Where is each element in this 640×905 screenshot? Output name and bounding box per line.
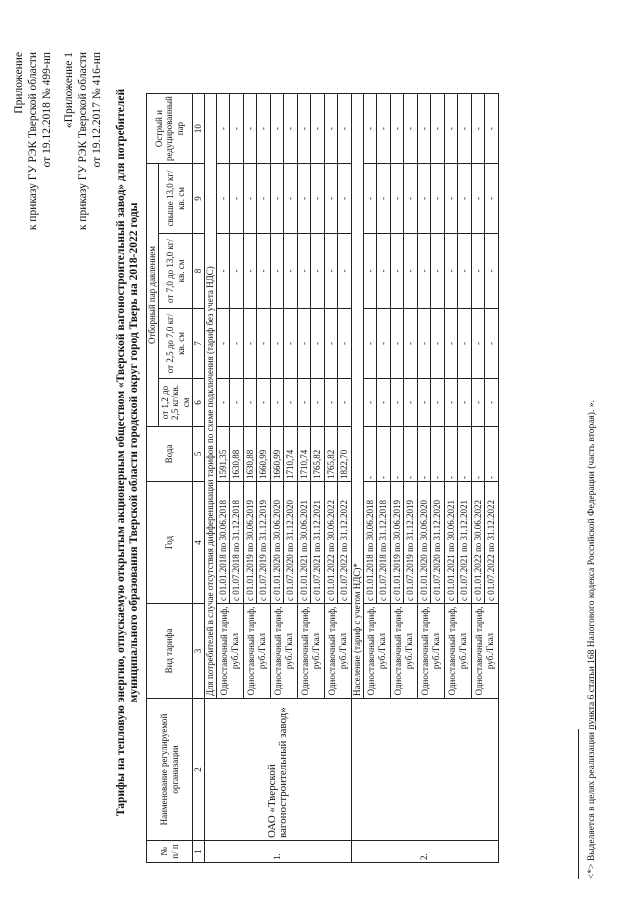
water-value: - [471, 427, 485, 482]
steam-value: - [338, 379, 352, 427]
tariff-type: Одноставочный тариф, руб./Гкал [363, 604, 390, 699]
header-tariff-type: Вид тарифа [147, 604, 193, 699]
steam-value: - [270, 379, 284, 427]
steam-value: - [471, 94, 485, 164]
header-line: к приказу ГУ РЭК Тверской области [27, 52, 39, 231]
document-title [115, 0, 141, 905]
tariff-type: Одноставочный тариф, руб./Гкал [216, 604, 243, 699]
tax-code-reference: пункта 6 статьи 168 [587, 649, 597, 730]
water-value: 1660,99 [270, 427, 284, 482]
order-header [12, 52, 54, 230]
steam-value: - [311, 94, 325, 164]
steam-value: - [311, 379, 325, 427]
section-title: Население (тариф с учетом НДС)* [351, 94, 363, 699]
water-value: 1660,99 [257, 427, 271, 482]
footnote: <*> Выделяется в целях реализации пункта 6 статьи 168 Налогового кодекса Российской Федерации (часть вторая). ». [587, 400, 597, 879]
steam-value: - [471, 164, 485, 234]
steam-value: - [324, 309, 338, 379]
header-steam-2: от 2,5 до 7,0 кг/кв. см [159, 309, 193, 379]
steam-value: - [284, 379, 298, 427]
column-number: 8 [193, 234, 205, 309]
steam-value: - [377, 94, 391, 164]
steam-value: - [431, 309, 445, 379]
period: с 01.07.2020 по 31.12.2020 [431, 482, 445, 604]
header-line: от 19.12.2018 № 499-нп [41, 52, 53, 168]
steam-value: - [363, 164, 377, 234]
title-line: Тарифы на тепловую энергию, отпускаемую открытым акционерным обществом «Тверской вагоностроительный завод» для потребителей [115, 88, 127, 817]
steam-value: - [485, 94, 499, 164]
steam-value: - [311, 164, 325, 234]
water-value: - [390, 427, 404, 482]
steam-value: - [324, 379, 338, 427]
period: с 01.01.2019 по 30.06.2019 [243, 482, 257, 604]
steam-value: - [311, 309, 325, 379]
steam-value: - [257, 379, 271, 427]
period: с 01.07.2020 по 31.12.2020 [284, 482, 298, 604]
steam-value: - [404, 379, 418, 427]
period: с 01.07.2021 по 31.12.2021 [311, 482, 325, 604]
steam-value: - [404, 164, 418, 234]
column-number: 10 [193, 94, 205, 164]
steam-value: - [338, 94, 352, 164]
column-number: 2 [193, 699, 205, 841]
tariff-table [146, 93, 499, 863]
header-org: Наименование регулируемой организации [147, 699, 193, 841]
header-line: к приказу ГУ РЭК Тверской области [77, 52, 89, 231]
organization-name: ОАО «Тверской вагоностроительный завод» [204, 699, 351, 841]
steam-value: - [404, 234, 418, 309]
steam-value: - [431, 234, 445, 309]
steam-value: - [243, 164, 257, 234]
steam-value: - [324, 94, 338, 164]
appendix-header [62, 52, 104, 230]
water-value: 1710,74 [284, 427, 298, 482]
steam-value: - [390, 94, 404, 164]
period: с 01.07.2018 по 31.12.2018 [230, 482, 244, 604]
steam-value: - [338, 234, 352, 309]
steam-value: - [311, 234, 325, 309]
water-value: 1630,88 [243, 427, 257, 482]
period: с 01.01.2022 по 30.06.2022 [324, 482, 338, 604]
water-value: - [458, 427, 472, 482]
steam-value: - [377, 234, 391, 309]
steam-value: - [257, 309, 271, 379]
section-number: 2. [351, 841, 498, 863]
tariff-type: Одноставочный тариф, руб./Гкал [390, 604, 417, 699]
steam-value: - [377, 164, 391, 234]
steam-value: - [270, 164, 284, 234]
steam-value: - [444, 309, 458, 379]
steam-value: - [284, 164, 298, 234]
header-line: от 19.12.2017 № 416-нп [91, 52, 103, 168]
steam-value: - [363, 234, 377, 309]
steam-value: - [417, 309, 431, 379]
header-water: Вода [147, 427, 193, 482]
steam-value: - [243, 94, 257, 164]
water-value: 1765,82 [311, 427, 325, 482]
steam-value: - [243, 309, 257, 379]
steam-value: - [257, 94, 271, 164]
steam-value: - [230, 94, 244, 164]
steam-value: - [431, 379, 445, 427]
period: с 01.01.2018 по 30.06.2018 [216, 482, 230, 604]
header-steam-3: от 7,0 до 13,0 кг/кв. см [159, 234, 193, 309]
period: с 01.01.2019 по 30.06.2019 [390, 482, 404, 604]
column-number: 3 [193, 604, 205, 699]
water-value: 1710,74 [297, 427, 311, 482]
steam-value: - [390, 164, 404, 234]
steam-value: - [243, 379, 257, 427]
header-sharp-steam: Острый и редуцированный пар [147, 94, 193, 164]
water-value: - [417, 427, 431, 482]
tariff-type: Одноставочный тариф, руб./Гкал [417, 604, 444, 699]
steam-value: - [216, 379, 230, 427]
steam-value: - [471, 234, 485, 309]
steam-value: - [243, 234, 257, 309]
steam-value: - [216, 94, 230, 164]
steam-value: - [257, 164, 271, 234]
water-value: 1822,70 [338, 427, 352, 482]
steam-value: - [471, 309, 485, 379]
period: с 01.07.2019 по 31.12.2019 [257, 482, 271, 604]
column-number: 4 [193, 482, 205, 604]
steam-value: - [338, 164, 352, 234]
period: с 01.01.2018 по 30.06.2018 [363, 482, 377, 604]
steam-value: - [431, 94, 445, 164]
section-number: 1. [204, 841, 351, 863]
steam-value: - [458, 164, 472, 234]
tariff-type: Одноставочный тариф, руб./Гкал [444, 604, 471, 699]
tariff-type: Одноставочный тариф, руб./Гкал [324, 604, 351, 699]
column-number: 6 [193, 379, 205, 427]
steam-value: - [216, 234, 230, 309]
period: с 01.07.2022 по 31.12.2022 [485, 482, 499, 604]
period: с 01.07.2022 по 31.12.2022 [338, 482, 352, 604]
steam-value: - [458, 309, 472, 379]
steam-value: - [297, 379, 311, 427]
steam-value: - [297, 164, 311, 234]
column-number-row [193, 94, 205, 863]
steam-value: - [485, 379, 499, 427]
steam-value: - [363, 94, 377, 164]
steam-value: - [363, 309, 377, 379]
header-steam-4: свыше 13,0 кг/кв. см [159, 164, 193, 234]
steam-value: - [284, 94, 298, 164]
footnote-separator [578, 729, 579, 879]
column-number: 9 [193, 164, 205, 234]
water-value: - [363, 427, 377, 482]
tariff-type: Одноставочный тариф, руб./Гкал [471, 604, 498, 699]
title-line: муниципального образования Тверской области городской округ город Тверь на 2018-2022 годы [128, 202, 140, 703]
header-steam-1: от 1,2 до 2,5 кг/кв. см [159, 379, 193, 427]
column-number: 5 [193, 427, 205, 482]
period: с 01.01.2021 по 30.06.2021 [444, 482, 458, 604]
steam-value: - [444, 164, 458, 234]
steam-value: - [297, 94, 311, 164]
steam-value: - [324, 164, 338, 234]
steam-value: - [485, 164, 499, 234]
column-number: 7 [193, 309, 205, 379]
steam-value: - [390, 234, 404, 309]
header-line: «Приложение 1 [63, 52, 75, 129]
steam-value: - [297, 234, 311, 309]
period: с 01.07.2018 по 31.12.2018 [377, 482, 391, 604]
water-value: - [404, 427, 418, 482]
period: с 01.07.2019 по 31.12.2019 [404, 482, 418, 604]
steam-value: - [230, 234, 244, 309]
period: с 01.01.2020 по 30.06.2020 [417, 482, 431, 604]
water-value: 1630,88 [230, 427, 244, 482]
header-year: Год [147, 482, 193, 604]
steam-value: - [216, 309, 230, 379]
steam-value: - [324, 234, 338, 309]
period: с 01.01.2021 по 30.06.2021 [297, 482, 311, 604]
steam-value: - [284, 309, 298, 379]
steam-value: - [377, 379, 391, 427]
water-value: - [431, 427, 445, 482]
steam-value: - [444, 94, 458, 164]
header-num: № п/ п [147, 841, 193, 863]
steam-value: - [270, 309, 284, 379]
water-value: 1765,82 [324, 427, 338, 482]
steam-value: - [404, 309, 418, 379]
steam-value: - [270, 234, 284, 309]
section-title: Для потребителей в случае отсутствия дифференциации тарифов по схеме подключения (тариф без учета НДС) [204, 94, 216, 699]
section-title-row [351, 94, 363, 863]
steam-value: - [431, 164, 445, 234]
steam-value: - [230, 309, 244, 379]
steam-value: - [458, 234, 472, 309]
steam-value: - [417, 379, 431, 427]
header-steam-group: Отборный пар давлением [147, 164, 159, 427]
steam-value: - [230, 164, 244, 234]
steam-value: - [390, 379, 404, 427]
steam-value: - [458, 94, 472, 164]
steam-value: - [270, 94, 284, 164]
steam-value: - [257, 234, 271, 309]
tariff-type: Одноставочный тариф, руб./Гкал [270, 604, 297, 699]
steam-value: - [404, 94, 418, 164]
steam-value: - [377, 309, 391, 379]
steam-value: - [338, 309, 352, 379]
steam-value: - [363, 379, 377, 427]
steam-value: - [297, 309, 311, 379]
steam-value: - [444, 234, 458, 309]
steam-value: - [444, 379, 458, 427]
steam-value: - [417, 164, 431, 234]
section-title-row [204, 94, 216, 863]
column-number: 1 [193, 841, 205, 863]
period: с 01.01.2020 по 30.06.2020 [270, 482, 284, 604]
steam-value: - [458, 379, 472, 427]
water-value: - [444, 427, 458, 482]
period: с 01.01.2022 по 30.06.2022 [471, 482, 485, 604]
organization-cell [351, 699, 498, 841]
steam-value: - [471, 379, 485, 427]
water-value: - [485, 427, 499, 482]
water-value: 1591,35 [216, 427, 230, 482]
tariff-type: Одноставочный тариф, руб./Гкал [243, 604, 270, 699]
steam-value: - [390, 309, 404, 379]
table-body [204, 94, 498, 863]
steam-value: - [417, 94, 431, 164]
period: с 01.07.2021 по 31.12.2021 [458, 482, 472, 604]
steam-value: - [216, 164, 230, 234]
water-value: - [377, 427, 391, 482]
steam-value: - [485, 309, 499, 379]
tariff-type: Одноставочный тариф, руб./Гкал [297, 604, 324, 699]
steam-value: - [485, 234, 499, 309]
steam-value: - [230, 379, 244, 427]
steam-value: - [417, 234, 431, 309]
steam-value: - [284, 234, 298, 309]
header-line: Приложение [13, 52, 25, 114]
